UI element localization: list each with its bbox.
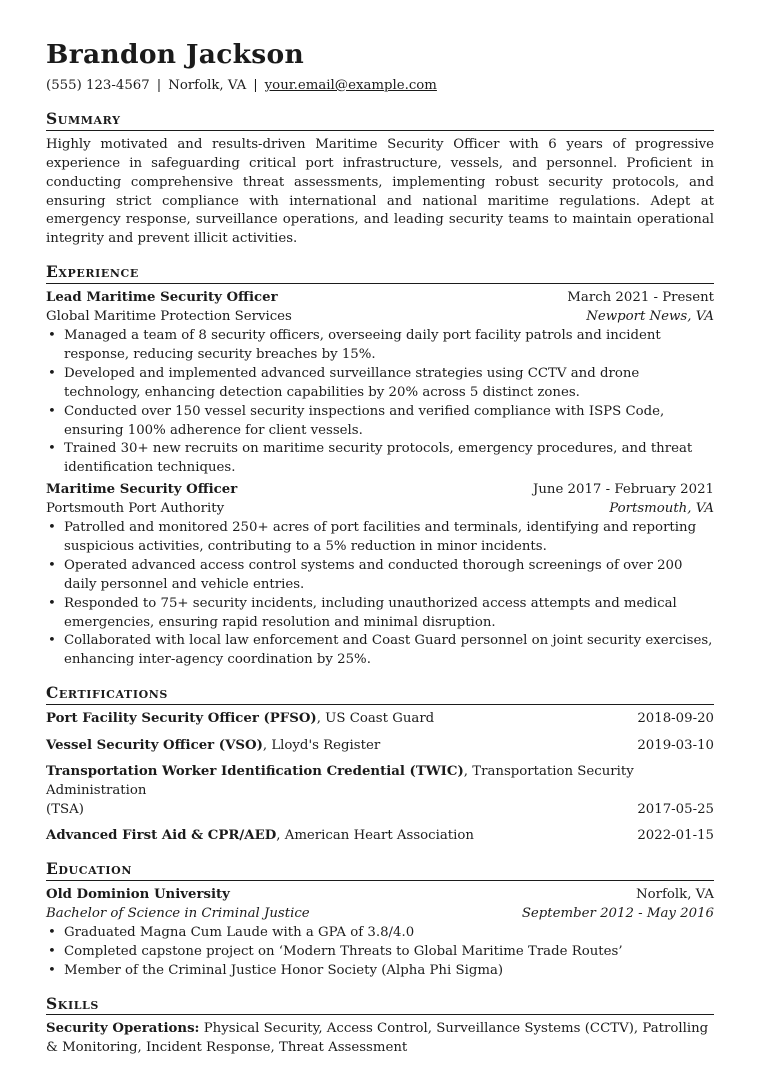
cert-name: Port Facility Security Officer (PFSO) — [46, 711, 317, 727]
cert-issuer: , US Coast Guard — [316, 711, 435, 727]
resume-page — [46, 40, 714, 1058]
skills-heading: Skills — [46, 995, 714, 1016]
certification-entry — [46, 737, 714, 756]
education-dates: September 2012 - May 2016 — [521, 905, 714, 921]
job-role: Maritime Security Officer — [46, 482, 238, 498]
cert-date: 2019-03-10 — [637, 737, 714, 753]
list-item: • Managed a team of 8 security officers, overseeing daily port facility patrols and incident response, reducing security breaches by 15%. — [46, 327, 714, 365]
certification-entry — [46, 827, 714, 846]
school-name: Old Dominion University — [46, 887, 230, 903]
skills-line — [46, 1020, 714, 1058]
cert-date: 2017-05-25 — [637, 801, 714, 817]
cert-name: Advanced First Aid & CPR/AED — [46, 828, 277, 844]
skill-category: Security Operations: — [46, 1021, 200, 1037]
job-role: Lead Maritime Security Officer — [46, 290, 278, 306]
job-company: Portsmouth Port Authority — [46, 501, 225, 517]
education-heading: Education — [46, 860, 714, 881]
job-company: Global Maritime Protection Services — [46, 309, 292, 325]
contact-line — [46, 77, 714, 96]
summary-text: Highly motivated and results-driven Maritime Security Officer with 6 years of progressive experience in safeguarding critical port infrastructure, vessels, and personnel. Proficient in conducting comprehensive threat assessments, implementing robust security protocols, and ensuring strict compliance with international and national maritime regulations. Adept at emergency response, surveillance operations, and leading security teams to maintain operational integrity and prevent illicit activities. — [46, 136, 714, 247]
list-item: • Completed capstone project on ‘Modern Threats to Global Maritime Trade Routes’ — [46, 943, 714, 962]
certifications-heading: Certifications — [46, 684, 714, 705]
list-item: • Patrolled and monitored 250+ acres of port facilities and terminals, identifying and reporting suspicious activities, contributing to a 5% reduction in minor incidents. — [46, 519, 714, 557]
list-item: • Developed and implemented advanced surveillance strategies using CCTV and drone technology, enhancing detection capabilities by 20% across 5 distinct zones. — [46, 365, 714, 403]
cert-issuer: , Lloyd's Register — [262, 737, 381, 753]
separator: | — [156, 78, 162, 93]
list-item: • Collaborated with local law enforcement and Coast Guard personnel on joint security exercises, enhancing inter-agency coordination by 25%. — [46, 632, 714, 670]
job-entry — [46, 481, 714, 670]
cert-date: 2018-09-20 — [637, 711, 714, 727]
list-item: • Conducted over 150 vessel security inspections and verified compliance with ISPS Code, ensuring 100% adherence for client vessels. — [46, 403, 714, 441]
list-item: • Graduated Magna Cum Laude with a GPA of 3.8/4.0 — [46, 924, 714, 943]
list-item: • Member of the Criminal Justice Honor Society (Alpha Phi Sigma) — [46, 962, 714, 981]
job-dates: March 2021 - Present — [567, 290, 714, 306]
experience-heading: Experience — [46, 263, 714, 284]
job-bullets — [46, 519, 714, 670]
certification-entry — [46, 763, 714, 820]
job-bullets — [46, 327, 714, 478]
cert-name: Transportation Worker Identification Credential (TWIC) — [46, 764, 464, 779]
job-entry — [46, 289, 714, 478]
degree: Bachelor of Science in Criminal Justice — [46, 905, 310, 921]
list-item: • Operated advanced access control systems and conducted thorough screenings of over 200 daily personnel and vehicle entries. — [46, 557, 714, 595]
cert-issuer-continued: (TSA) — [46, 801, 84, 817]
email-link[interactable]: your.email@example.com — [264, 78, 437, 93]
list-item: • Trained 30+ new recruits on maritime security protocols, emergency procedures, and threat identification techniques. — [46, 440, 714, 478]
education-bullets — [46, 924, 714, 981]
skill-items: Physical Security, Access Control, Surveillance Systems (CCTV), Patrolling & Monitoring, Incident Response, Threat Assessment — [46, 1021, 709, 1056]
phone-number: (555) 123-4567 — [46, 78, 150, 93]
candidate-name: Brandon Jackson — [46, 39, 305, 70]
location: Norfolk, VA — [168, 78, 247, 93]
job-location: Portsmouth, VA — [609, 501, 714, 517]
cert-name: Vessel Security Officer (VSO) — [46, 737, 263, 753]
summary-heading: Summary — [46, 110, 714, 131]
certification-entry — [46, 710, 714, 729]
separator: | — [253, 78, 258, 93]
job-location: Newport News, VA — [586, 309, 714, 325]
job-dates: June 2017 - February 2021 — [532, 482, 714, 498]
cert-issuer: , American Heart Association — [276, 828, 474, 844]
school-location: Norfolk, VA — [636, 887, 714, 903]
cert-issuer: , Transportation Security Administration — [46, 764, 634, 798]
list-item: • Responded to 75+ security incidents, including unauthorized access attempts and medical emergencies, ensuring rapid resolution and minimal disruption. — [46, 595, 714, 633]
cert-date: 2022-01-15 — [637, 828, 714, 844]
